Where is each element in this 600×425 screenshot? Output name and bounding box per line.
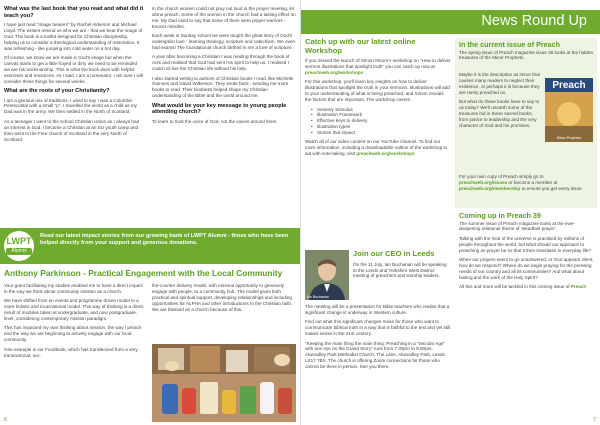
coming-up-column (459, 212, 595, 294)
list-item: • Effective keys to delivery (317, 118, 451, 124)
paragraph: I am a glorious mix of traditions. I used to say I was a Columbic Pentecostal with a small "p". I travelled the world as a child as my Dad was in the army. We then settled in the North of Scotland. (4, 97, 137, 115)
current-issue-text (459, 41, 595, 65)
list-item: • Illustration types (317, 124, 451, 130)
paragraph: The summer issue of Preach magazine looks at the ever-deepening relational theme of 'steadfast prayer'. (459, 220, 576, 232)
alumni-banner (0, 228, 300, 264)
paragraph: the-counter delivery model, with minimal opportunity to genuinely engage with people, to a community hub. The model gives both practical and spiritual support, developing relationships and including opportunities for ALPHA and other introductions to the Christian faith. We are blessed as a church because of this. (152, 283, 293, 312)
workshops-link-2[interactable]: preachweb.org/workshops (356, 150, 415, 156)
paragraph: A year after becoming a Christian I was reading through the book of Acts and realised that God had sent His spirit to help us. I realised I could not live the Christian life without his help. (152, 54, 290, 72)
ceo-photo (305, 250, 349, 300)
catch-up-column (305, 38, 451, 160)
paragraph: "Keeping the main thing the main thing: Preaching in a "Secular Age" with one eye on the Grand Story" runs from 7.30pm to 9.00pm. Alwoodley Park Methodist Church, The Lane, Alwoodley Park, Leeds LS17 7BX. The church is offering Zoom connections for those who cannot be there in person. See you there. (305, 340, 445, 370)
paragraph: This has impacted my own thinking about mission, the way I preach and the way we are beginning to actively engage with our local community. (4, 325, 142, 343)
paragraph: Talking with the God of the universe is practised by millions of people throughout the world, but what should our approach to preaching on prayer be so that it then translates to everyday life? (459, 235, 592, 253)
paragraph: As a teenager I went to the school Christian Union as I always had an interest in God. I became a Christian at an SU youth camp and then went to the Free church of Scotland in the very North of Scotland. (4, 118, 140, 142)
workshops-link[interactable]: preachweb.org/workshops (305, 70, 364, 75)
list-item: • Sensory Stimulus (317, 107, 451, 113)
foodbank-photo (152, 344, 296, 422)
section-title: Anthony Parkinson - Practical Engagement with the Local Community (4, 268, 283, 278)
section-heading: Coming up in Preach 39 (459, 211, 541, 220)
lwpt-alumni-logo (4, 231, 34, 261)
paragraph: Maybe it is the description as minor that causes many readers to neglect their existence, or perhaps it is because they are rarely preached on. (459, 72, 540, 95)
magazine-subtitle: Minor Prophets (556, 136, 582, 140)
paragraph: Each week in Sunday school we were taught the great story of God's redemption love - learning theology, scripture and catechism. We even had exams! The foundational church birthed in me a love of scripture. (152, 33, 296, 50)
logo-text-bottom: Alumni (6, 248, 32, 255)
paragraph: Find out what this significant changes mean for those who want to communicate biblical truth in a way that is faithful to the text and yet still makes sense in the 21st century. (305, 319, 451, 337)
page-number: 6 (4, 417, 7, 423)
interview-column-2 (152, 6, 296, 128)
paragraph: For this workshop, you'll learn key insights on how to deliver illustrations that spotlight the truth in your sermons. Illustrations will add to your understanding of what is being preached, and Simon reveals the factors that are important. The workshop covers: (305, 79, 450, 103)
magazine-title: Preach (552, 80, 586, 91)
right-page (300, 0, 600, 425)
photo-caption: Jon Buchanan (306, 295, 329, 299)
ceo-intro (353, 250, 451, 283)
page-title: News Round Up (481, 13, 587, 29)
news-header-bar (301, 10, 600, 34)
banner-text: Read our latest impact stories from our growing bank of LWPT Alumni - those who have been helped directly from your support and generous donations. (40, 233, 289, 246)
story-column-1 (4, 283, 144, 362)
logo-text-top: LWPT (6, 236, 32, 246)
paragraph: For your own copy of Preach simply go to preachweb.org/issues or become a member at preachweb.org/membership to ensure you get every issue. (459, 174, 583, 191)
paragraph: In the church women could not pray out loud in the prayer meeting, let alone preach. Some of the women in the church had a lasting effect on me. My Dad used to say that some of them were prayer warriors - Exocet missiles. (152, 6, 296, 29)
paragraph: I also started writing to authors of Christian books I read, like Michelle Guinnes and David Wilkerson. They wrote back - sending me more books to read. Their kindness helped shape my Christian understanding of the Bible and the world around me. (152, 75, 294, 99)
issues-link[interactable]: preachweb.org/issues (459, 179, 508, 185)
paragraph: We have shifted from an events and programme driven model to a more holistic and incarnational model. This way of thinking is a direct result of modules taken at undergraduate, and now postgraduate, level, considering contemporary mission paradigm. (4, 298, 144, 322)
section-heading: Join our CEO in Leeds (353, 249, 435, 258)
magazine-cover (545, 78, 593, 142)
paragraph: To learn to trust the voice of God, not the voices around them. (152, 118, 278, 124)
membership-link[interactable]: preachweb.org/membership (459, 185, 521, 191)
list-item: • Illustration Framework (317, 112, 451, 118)
section-heading: In the current issue of Preach (459, 40, 561, 49)
workshop-topics-list (305, 107, 451, 137)
paragraph: The meeting will be a presentation for Bible teachers who realise that a significant change is underway in Western culture. (305, 304, 450, 315)
paragraph: On the 11 July, Ian Buchanan will be speaking to the Leeds and Yorkshire West District meeting of preachers and worship leaders. (353, 261, 447, 279)
paragraph: Your grant facilitating my studies enabled me to have a direct impact in the way we think about community mission as a church. (4, 283, 143, 294)
paragraph: One example is our Foodbank, which has transitioned from a very transactional, our- (4, 346, 138, 358)
current-issue-text-wrap (459, 72, 541, 132)
paragraph: But what do these books have to say to us today? We'll unearth some of the treasures hid in these sacred books, from justice to leadership and the very character of God and his promises. (459, 99, 540, 128)
current-issue-cta (459, 174, 593, 195)
question-heading: What was the last book that you read and what did it teach you? (4, 6, 144, 19)
interview-column-1 (4, 6, 144, 146)
paragraph: The spring issue of Preach magazine issue 38 looks at the hidden treasures of the Minor Prophets. (459, 49, 594, 61)
story-column-2 (152, 283, 296, 316)
paragraph: If you missed the launch of Simon Moore's workshop on "How to deliver sermon illustrations that spotlight truth" you can catch up now at preachweb.org/workshops (305, 58, 451, 75)
paragraph: I have just read "Image bearers" by Rachel Alderson and Michael Lloyd. The writers remind us who we are - that we bear the image of God. The book is a toolkit designed for Christian discipleship, helping us to consider a theological understanding of restoration. It was refreshing - like jumping into cold water on a hot day. (4, 22, 143, 51)
paragraph: Watch all of our video content on our YouTube channel. To find out more information, including a downloadable outline of the workshop to aid with note-taking, visit preachweb.org/workshops (305, 139, 448, 156)
question-heading: What are the roots of your Christianity? (4, 88, 110, 95)
page-number: 7 (593, 417, 596, 423)
section-heading: Catch up with our latest online Workshop (305, 37, 416, 55)
paragraph: Of course, we know we are made in God's image but when the canvas starts to get a little frayed or dirty we need to be reminded we are his workmanship. This is what the book does with helpful exercises and resources. As I said, I am a rumenator. I am sure I will consider these things for several weeks. (4, 55, 143, 84)
question-heading: What would be your key message to young people attending church? (152, 102, 287, 116)
paragraph: All this and more will be tackled in this coming issue of Preach (459, 284, 587, 290)
list-item: • Stories that impact (317, 130, 451, 136)
ceo-details (305, 304, 451, 374)
paragraph: When our prayers seem to go unanswered, or God appears silent, how do we respond? Where do we begin praying for the pressing needs of our country and all its communities? And what about fasting and the work of the Holy Spirit? (459, 257, 594, 280)
